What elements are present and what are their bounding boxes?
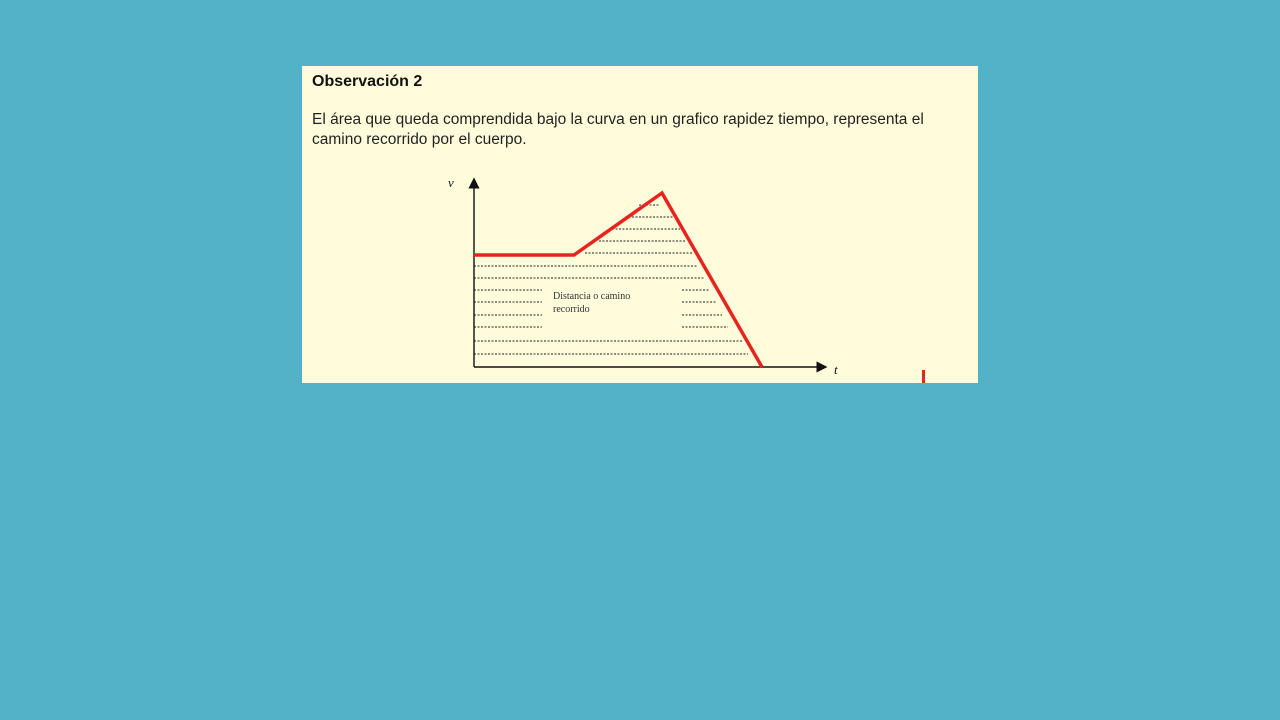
y-axis-label: v: [448, 175, 454, 190]
x-axis-label: t: [834, 362, 838, 377]
observation-panel: [302, 66, 978, 383]
observation-text: El área que queda comprendida bajo la curva en un grafico rapidez tiempo, representa el camino recorrido por el cuerpo.: [312, 111, 924, 148]
red-cursor-mark: [922, 370, 925, 383]
velocity-time-graph: [302, 66, 978, 383]
area-label-line1: Distancia o camino: [553, 291, 631, 302]
observation-title: Observación 2: [312, 73, 423, 90]
area-label-line2: recorrido: [553, 304, 590, 315]
